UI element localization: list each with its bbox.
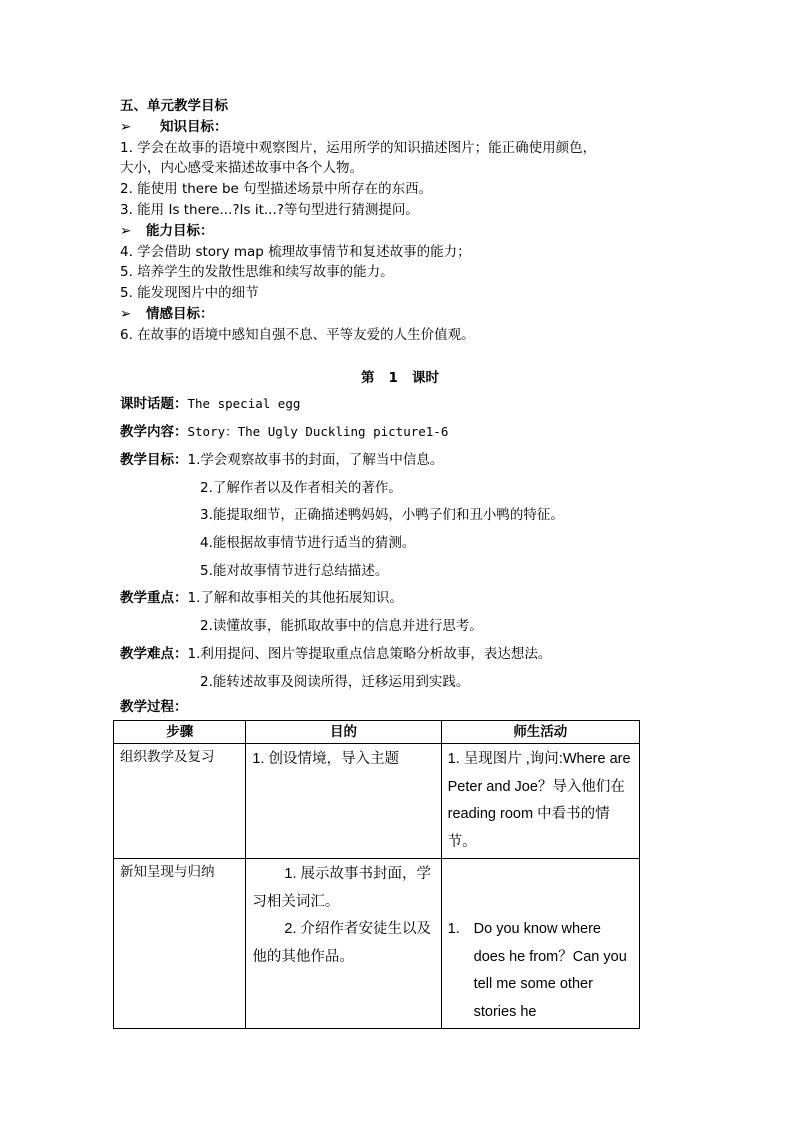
table-cell xyxy=(114,744,246,859)
table-cell xyxy=(246,859,441,1029)
header-activity: 师生活动 xyxy=(441,721,639,744)
ability-goal-5b: 5. 能发现图片中的细节 xyxy=(120,285,259,302)
process-label: 教学过程： xyxy=(120,699,188,715)
table-cell xyxy=(114,859,246,1029)
row2-step: 新知呈现与归纳 xyxy=(120,864,215,880)
row2-purpose-2: 2. 介绍作者安徒生以及他的其他作品。 xyxy=(252,921,432,965)
knowledge-goal-1: 1. 学会在故事的语境中观察图片，运用所学的知识描述图片；能正确使用颜色， xyxy=(120,139,597,156)
row1-step: 组织教学及复习 xyxy=(120,749,215,765)
row2-activity xyxy=(448,916,633,1026)
table-row xyxy=(114,744,640,859)
header-purpose: 目的 xyxy=(246,721,441,744)
row1-activity: 1. 呈现图片 ,询问:Where are Peter and Joe？导入他们在 reading room 中看书的情节。 xyxy=(447,751,631,850)
row2-activity-number: 1. xyxy=(447,921,460,937)
unit-goals-section xyxy=(120,96,680,346)
table-cell xyxy=(246,744,441,859)
lesson-topic: 课时话题：The special egg xyxy=(120,396,301,412)
emotion-goal-6: 6. 在故事的语境中感知自强不息、平等友爱的人生价值观。 xyxy=(120,326,475,343)
lesson-goal-3: 3.能提取细节，正确描述鸭妈妈，小鸭子们和丑小鸭的特征。 xyxy=(200,507,564,523)
table-cell xyxy=(441,859,639,1029)
emotion-goals-heading: ➢ 情感目标： xyxy=(120,304,680,325)
lesson-title: 第 1 课时 xyxy=(361,370,439,386)
lesson-content: 教学内容：Story：The Ugly Duckling picture1-6 xyxy=(120,424,449,440)
knowledge-goal-1-cont: 大小，内心感受来描述故事中各个人物。 xyxy=(120,160,363,177)
lesson-difficult-point-2: 2.能转述故事及阅读所得，迁移运用到实践。 xyxy=(200,674,470,690)
ability-goal-5: 5. 培养学生的发散性思维和续写故事的能力。 xyxy=(120,264,394,281)
unit-goals-heading: 五、单元教学目标 xyxy=(120,98,228,114)
lesson-key-points: 教学重点：1.了解和故事相关的其他拓展知识。 xyxy=(120,590,403,606)
row2-purpose-1: 1. 展示故事书封面，学习相关词汇。 xyxy=(252,866,432,910)
lesson-difficult-points: 教学难点：1.利用提问、图片等提取重点信息策略分析故事，表达想法。 xyxy=(120,646,552,662)
row2-activity-text: Do you know where does he from？Can you tell me some other stories he xyxy=(473,921,627,1020)
arrow-bullet-icon: ➢ xyxy=(120,305,132,322)
lesson-key-point-2: 2.读懂故事，能抓取故事中的信息并进行思考。 xyxy=(200,618,483,634)
ability-goals-heading: ➢ 能力目标： xyxy=(120,221,680,242)
lesson-goal-4: 4.能根据故事情节进行适当的猜测。 xyxy=(200,535,416,551)
knowledge-goal-3: 3. 能用 Is there...?Is it...?等句型进行猜测提问。 xyxy=(120,201,419,218)
lesson-goal-2: 2.了解作者以及作者相关的著作。 xyxy=(200,480,402,496)
row1-purpose: 1. 创设情境，导入主题 xyxy=(252,751,400,767)
table-cell xyxy=(441,744,639,859)
ability-goal-4: 4. 学会借助 story map 梳理故事情节和复述故事的能力； xyxy=(120,243,471,260)
lesson-goals: 教学目标：1.学会观察故事书的封面，了解当中信息。 xyxy=(120,452,444,468)
table-header-row xyxy=(114,721,640,744)
knowledge-goals-heading: ➢ 知识目标： xyxy=(120,117,680,138)
arrow-bullet-icon: ➢ xyxy=(120,118,132,135)
table-row xyxy=(114,859,640,1029)
lesson-goal-5: 5.能对故事情节进行总结描述。 xyxy=(200,563,389,579)
process-table xyxy=(113,720,640,1029)
knowledge-goal-2: 2. 能使用 there be 句型描述场景中所存在的东西。 xyxy=(120,181,433,198)
header-step: 步骤 xyxy=(114,721,246,744)
arrow-bullet-icon: ➢ xyxy=(120,222,132,239)
